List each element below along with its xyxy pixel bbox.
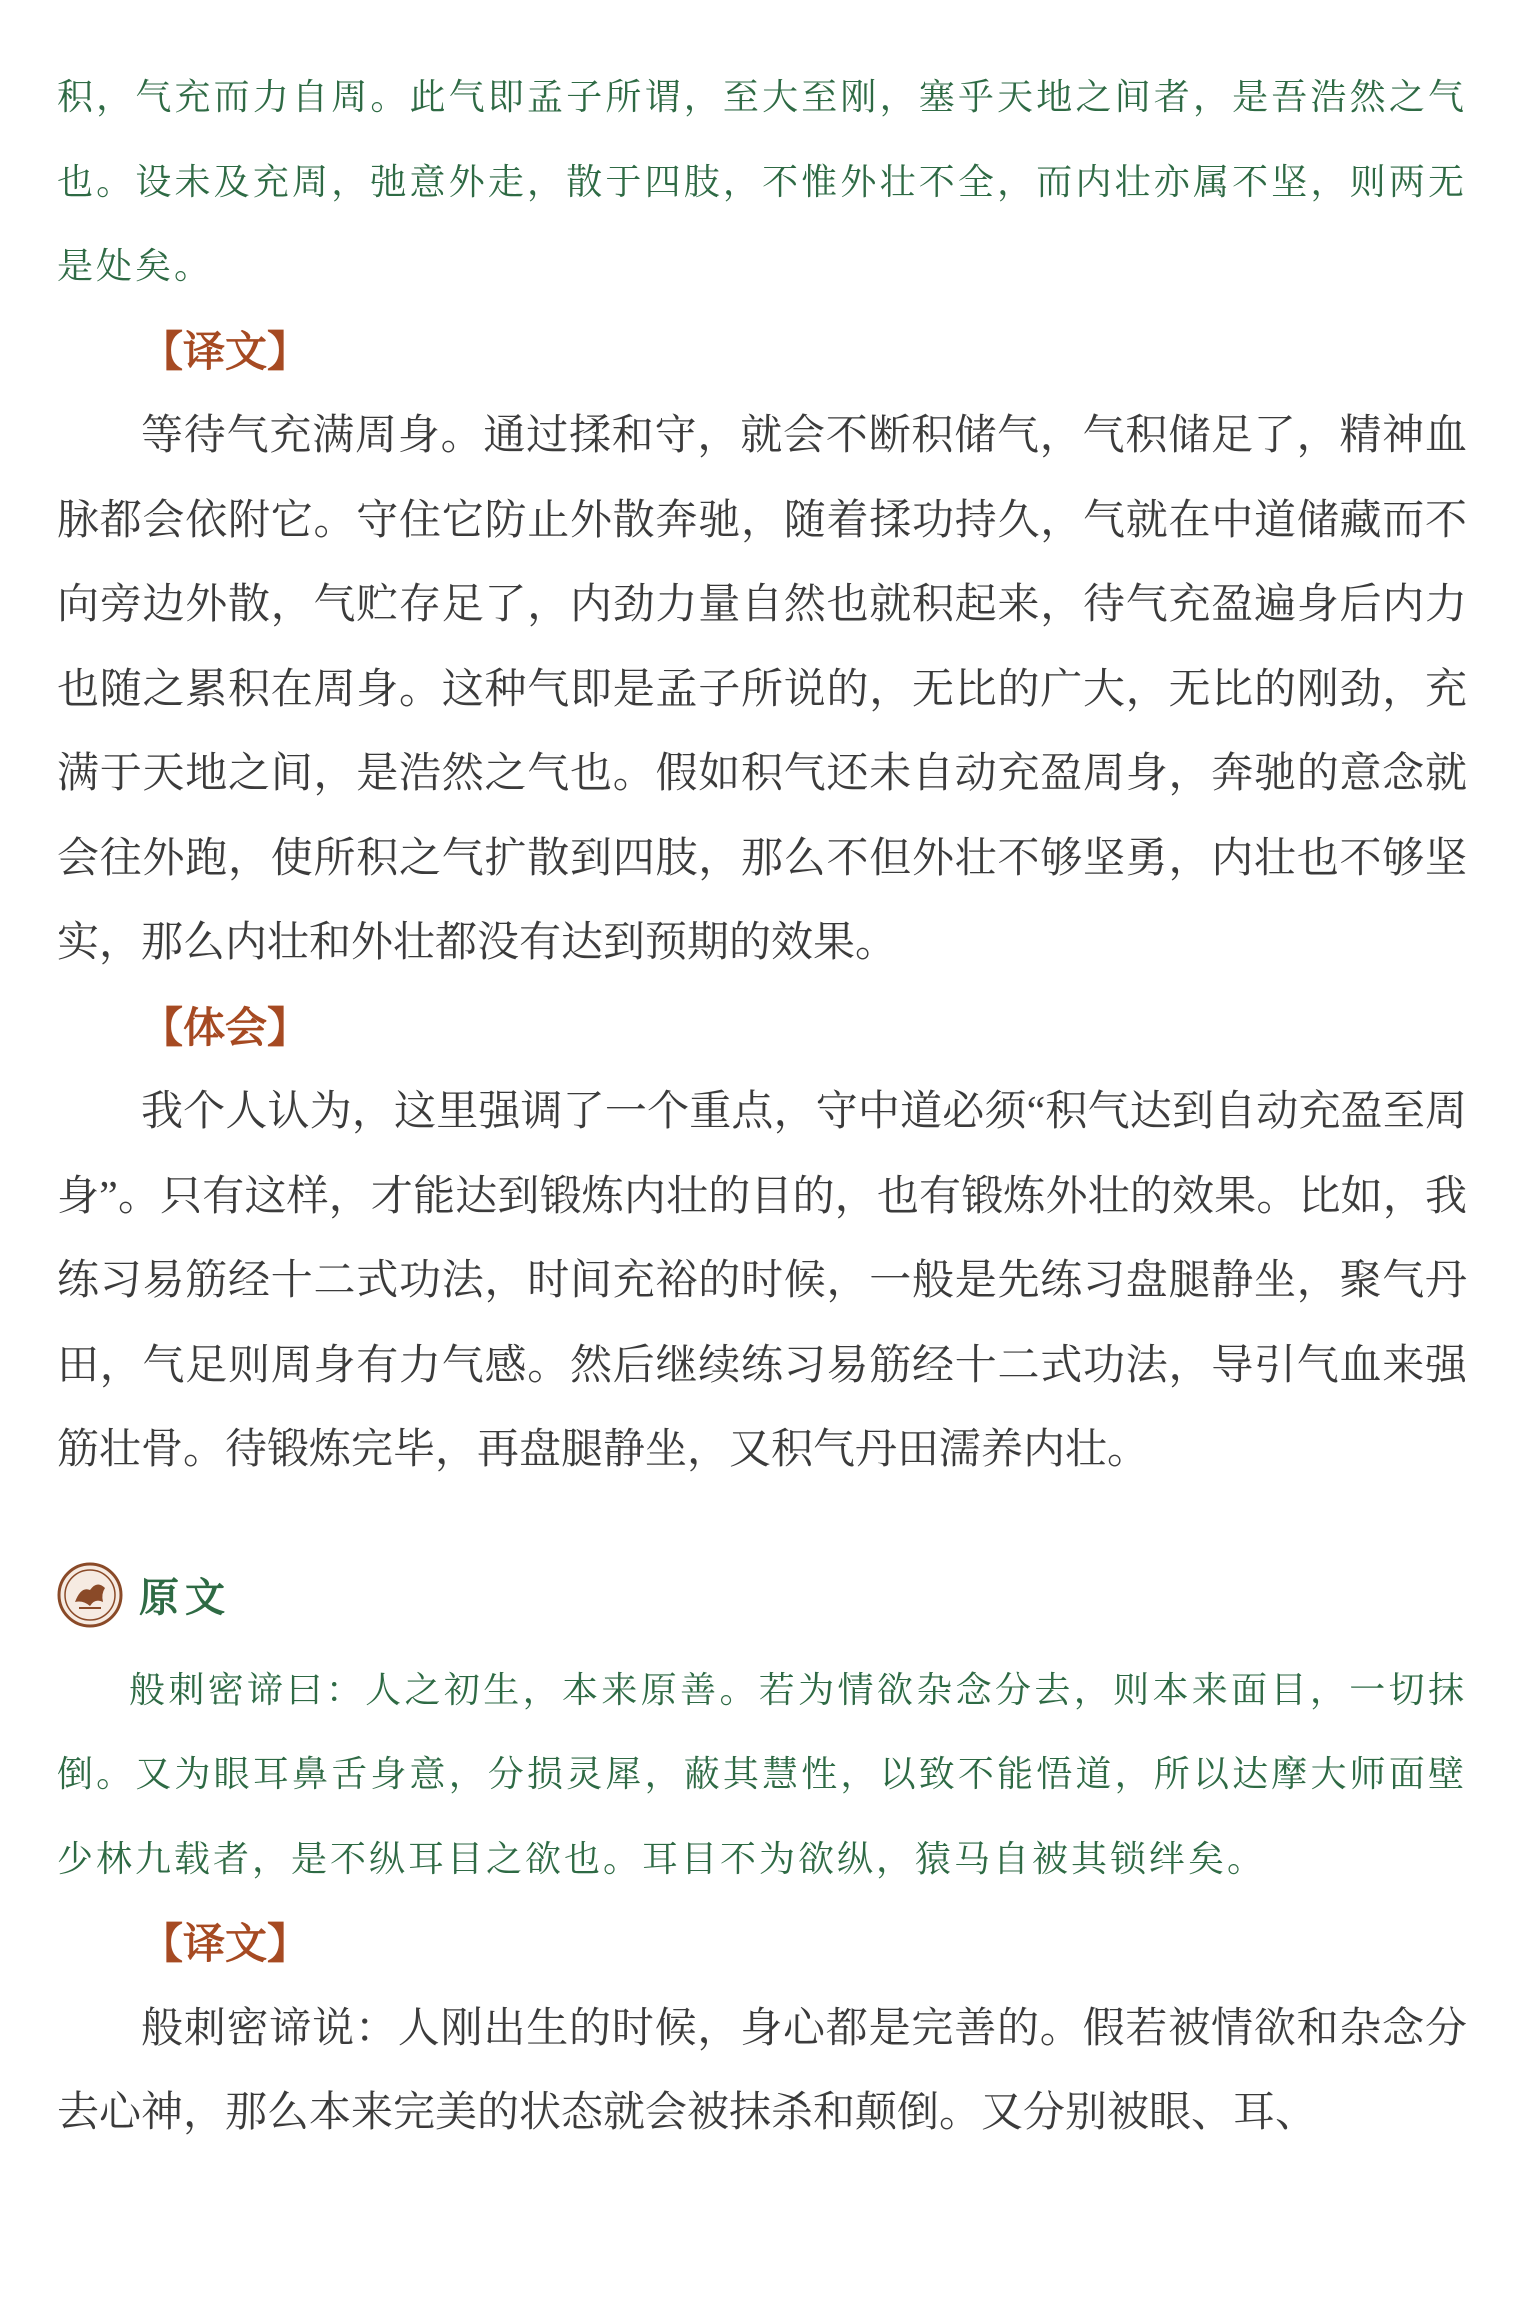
seal-icon [57, 1562, 123, 1628]
classical-text: 般刺密谛曰：人之初生，本来原善。若为情欲杂念分去，则本来面目，一切抹倒。又为眼耳鼻舌身意，分损灵犀，蔽其慧性，以致不能悟道，所以达摩大师面壁少林九载者，是不纵耳目之欲也。耳目不为欲纵，猿马自被其锁绊矣。 [57, 1669, 1467, 1880]
original-text-header [57, 1553, 1467, 1637]
translation-text-2: 般刺密谛说：人刚出生的时候，身心都是完善的。假若被情欲和杂念分去心神，那么本来完美的状态就会被抹杀和颠倒。又分别被眼、耳、 [57, 2005, 1467, 2136]
original-text-title: 原文 [139, 1574, 231, 1621]
translation-text: 等待气充满周身。通过揉和守，就会不断积储气，气积储足了，精神血脉都会依附它。守住它防止外散奔驰，随着揉功持久，气就在中道储藏而不向旁边外散，气贮存足了，内劲力量自然也就积起来，待气充盈遍身后内力也随之累积在周身。这种气即是孟子所说的，无比的广大，无比的刚劲，充满于天地之间，是浩然之气也。假如积气还未自动充盈周身，奔驰的意念就会往外跑，使所积之气扩散到四肢，那么不但外壮不够坚勇，内壮也不够坚实，那么内壮和外壮都没有达到预期的效果。 [57, 413, 1467, 966]
translation-heading-2: 【译文】 [141, 1919, 310, 1968]
classical-text-continued: 积，气充而力自周。此气即孟子所谓，至大至刚，塞乎天地之间者，是吾浩然之气也。设未及充周，弛意外走，散于四肢，不惟外壮不全，而内壮亦属不坚，则两无是处矣。 [57, 77, 1467, 287]
page-content [57, 56, 1467, 2156]
experience-heading: 【体会】 [141, 1002, 310, 1052]
experience-text: 我个人认为，这里强调了一个重点，守中道必须“积气达到自动充盈至周身”。只有这样，才能达到锻炼内壮的目的，也有锻炼外壮的效果。比如，我练习易筋经十二式功法，时间充裕的时候，一般是先练习盘腿静坐，聚气丹田，气足则周身有力气感。然后继续练习易筋经十二式功法，导引气血来强筋壮骨。待锻炼完毕，再盘腿静坐，又积气丹田濡养内壮。 [57, 1089, 1467, 1473]
section-spacer [57, 1493, 1467, 1553]
translation-heading: 【译文】 [141, 326, 310, 376]
